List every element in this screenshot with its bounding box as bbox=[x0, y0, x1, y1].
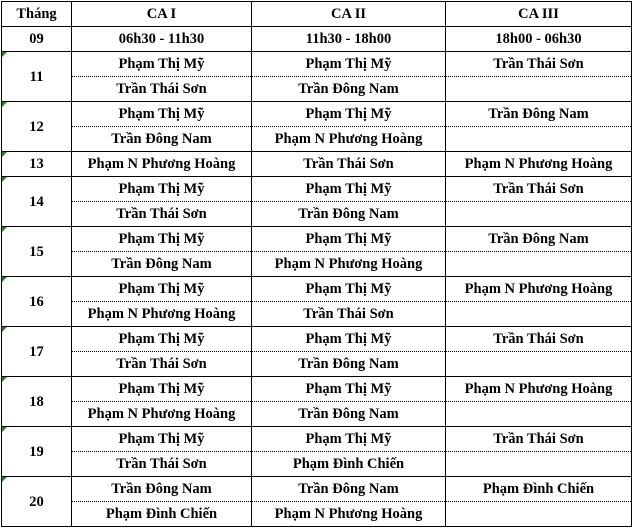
shift-2-cell: Phạm Thị Mỹ bbox=[252, 427, 446, 452]
shift-2-cell: Phạm Thị Mỹ bbox=[252, 377, 446, 402]
shift-3-cell: Phạm N Phương Hoàng bbox=[446, 377, 632, 402]
day-cell: 15 bbox=[2, 227, 72, 277]
shift-3-cell bbox=[446, 77, 632, 102]
roster-row bbox=[2, 502, 632, 527]
shift-3-cell: Trần Đông Nam bbox=[446, 102, 632, 127]
shift-2-cell: Phạm Thị Mỹ bbox=[252, 102, 446, 127]
shift-2-cell: Trần Đông Nam bbox=[252, 202, 446, 227]
roster-row bbox=[2, 152, 632, 177]
shift-1-cell: Trần Đông Nam bbox=[72, 252, 252, 277]
shift-2-cell: Phạm Thị Mỹ bbox=[252, 327, 446, 352]
shift-1-cell: Phạm Đình Chiến bbox=[72, 502, 252, 527]
shift-3-cell: Trần Thái Sơn bbox=[446, 327, 632, 352]
day-cell: 16 bbox=[2, 277, 72, 327]
shift-1-name: CA I bbox=[72, 2, 252, 27]
shift-1-cell: Phạm Thị Mỹ bbox=[72, 177, 252, 202]
shift-1-cell: Phạm Thị Mỹ bbox=[72, 427, 252, 452]
roster-row bbox=[2, 127, 632, 152]
shift-3-cell: Phạm Đình Chiến bbox=[446, 477, 632, 502]
shift-1-cell: Phạm Thị Mỹ bbox=[72, 102, 252, 127]
shift-2-cell: Trần Đông Nam bbox=[252, 477, 446, 502]
shift-2-name: CA II bbox=[252, 2, 446, 27]
shift-3-cell: Trần Đông Nam bbox=[446, 227, 632, 252]
roster-row bbox=[2, 77, 632, 102]
shift-2-cell: Phạm N Phương Hoàng bbox=[252, 252, 446, 277]
shift-1-cell: Phạm Thị Mỹ bbox=[72, 277, 252, 302]
shift-3-cell bbox=[446, 127, 632, 152]
roster-row bbox=[2, 52, 632, 77]
roster-row bbox=[2, 452, 632, 477]
shift-2-cell: Phạm Thị Mỹ bbox=[252, 52, 446, 77]
shift-1-cell: Phạm Thị Mỹ bbox=[72, 52, 252, 77]
shift-2-cell: Phạm N Phương Hoàng bbox=[252, 502, 446, 527]
shift-1-cell: Phạm Thị Mỹ bbox=[72, 377, 252, 402]
roster-row bbox=[2, 277, 632, 302]
shift-2-cell: Trần Thái Sơn bbox=[252, 152, 446, 177]
shift-2-cell: Trần Thái Sơn bbox=[252, 302, 446, 327]
shift-3-cell: Trần Thái Sơn bbox=[446, 52, 632, 77]
shift-3-cell bbox=[446, 302, 632, 327]
roster-row bbox=[2, 227, 632, 252]
shift-roster-table bbox=[1, 1, 632, 527]
shift-1-time: 06h30 - 11h30 bbox=[72, 27, 252, 52]
shift-3-cell bbox=[446, 202, 632, 227]
shift-1-cell: Phạm N Phương Hoàng bbox=[72, 402, 252, 427]
roster-row bbox=[2, 327, 632, 352]
roster-row bbox=[2, 102, 632, 127]
day-cell: 19 bbox=[2, 427, 72, 477]
shift-2-cell: Trần Đông Nam bbox=[252, 402, 446, 427]
shift-3-cell bbox=[446, 252, 632, 277]
shift-3-cell bbox=[446, 402, 632, 427]
shift-1-cell: Phạm N Phương Hoàng bbox=[72, 152, 252, 177]
shift-2-cell: Phạm Thị Mỹ bbox=[252, 227, 446, 252]
day-cell: 17 bbox=[2, 327, 72, 377]
shift-1-cell: Trần Thái Sơn bbox=[72, 452, 252, 477]
roster-row bbox=[2, 302, 632, 327]
shift-3-cell bbox=[446, 502, 632, 527]
shift-3-cell: Phạm N Phương Hoàng bbox=[446, 277, 632, 302]
roster-row bbox=[2, 377, 632, 402]
roster-row bbox=[2, 477, 632, 502]
shift-1-cell: Trần Đông Nam bbox=[72, 127, 252, 152]
roster-row bbox=[2, 177, 632, 202]
shift-1-cell: Trần Thái Sơn bbox=[72, 202, 252, 227]
shift-1-cell: Trần Thái Sơn bbox=[72, 352, 252, 377]
header-row-names bbox=[2, 2, 632, 27]
roster-row bbox=[2, 402, 632, 427]
month-label: Tháng bbox=[2, 2, 72, 27]
roster-row bbox=[2, 352, 632, 377]
shift-1-cell: Trần Đông Nam bbox=[72, 477, 252, 502]
roster-row bbox=[2, 202, 632, 227]
day-cell: 14 bbox=[2, 177, 72, 227]
shift-3-cell: Trần Thái Sơn bbox=[446, 177, 632, 202]
roster-row bbox=[2, 427, 632, 452]
day-cell: 11 bbox=[2, 52, 72, 102]
shift-1-cell: Phạm N Phương Hoàng bbox=[72, 302, 252, 327]
header-row-times bbox=[2, 27, 632, 52]
shift-1-cell: Trần Thái Sơn bbox=[72, 77, 252, 102]
day-cell: 20 bbox=[2, 477, 72, 527]
day-cell: 13 bbox=[2, 152, 72, 177]
shift-1-cell: Phạm Thị Mỹ bbox=[72, 327, 252, 352]
shift-2-cell: Phạm Thị Mỹ bbox=[252, 177, 446, 202]
shift-3-time: 18h00 - 06h30 bbox=[446, 27, 632, 52]
shift-3-cell: Trần Thái Sơn bbox=[446, 427, 632, 452]
day-cell: 12 bbox=[2, 102, 72, 152]
shift-2-cell: Phạm Thị Mỹ bbox=[252, 277, 446, 302]
shift-2-cell: Trần Đông Nam bbox=[252, 77, 446, 102]
month-value: 09 bbox=[2, 27, 72, 52]
shift-3-name: CA III bbox=[446, 2, 632, 27]
shift-2-cell: Trần Đông Nam bbox=[252, 352, 446, 377]
shift-3-cell: Phạm N Phương Hoàng bbox=[446, 152, 632, 177]
shift-2-time: 11h30 - 18h00 bbox=[252, 27, 446, 52]
shift-2-cell: Phạm Đình Chiến bbox=[252, 452, 446, 477]
shift-3-cell bbox=[446, 352, 632, 377]
roster-row bbox=[2, 252, 632, 277]
day-cell: 18 bbox=[2, 377, 72, 427]
shift-3-cell bbox=[446, 452, 632, 477]
shift-2-cell: Phạm N Phương Hoàng bbox=[252, 127, 446, 152]
shift-1-cell: Phạm Thị Mỹ bbox=[72, 227, 252, 252]
